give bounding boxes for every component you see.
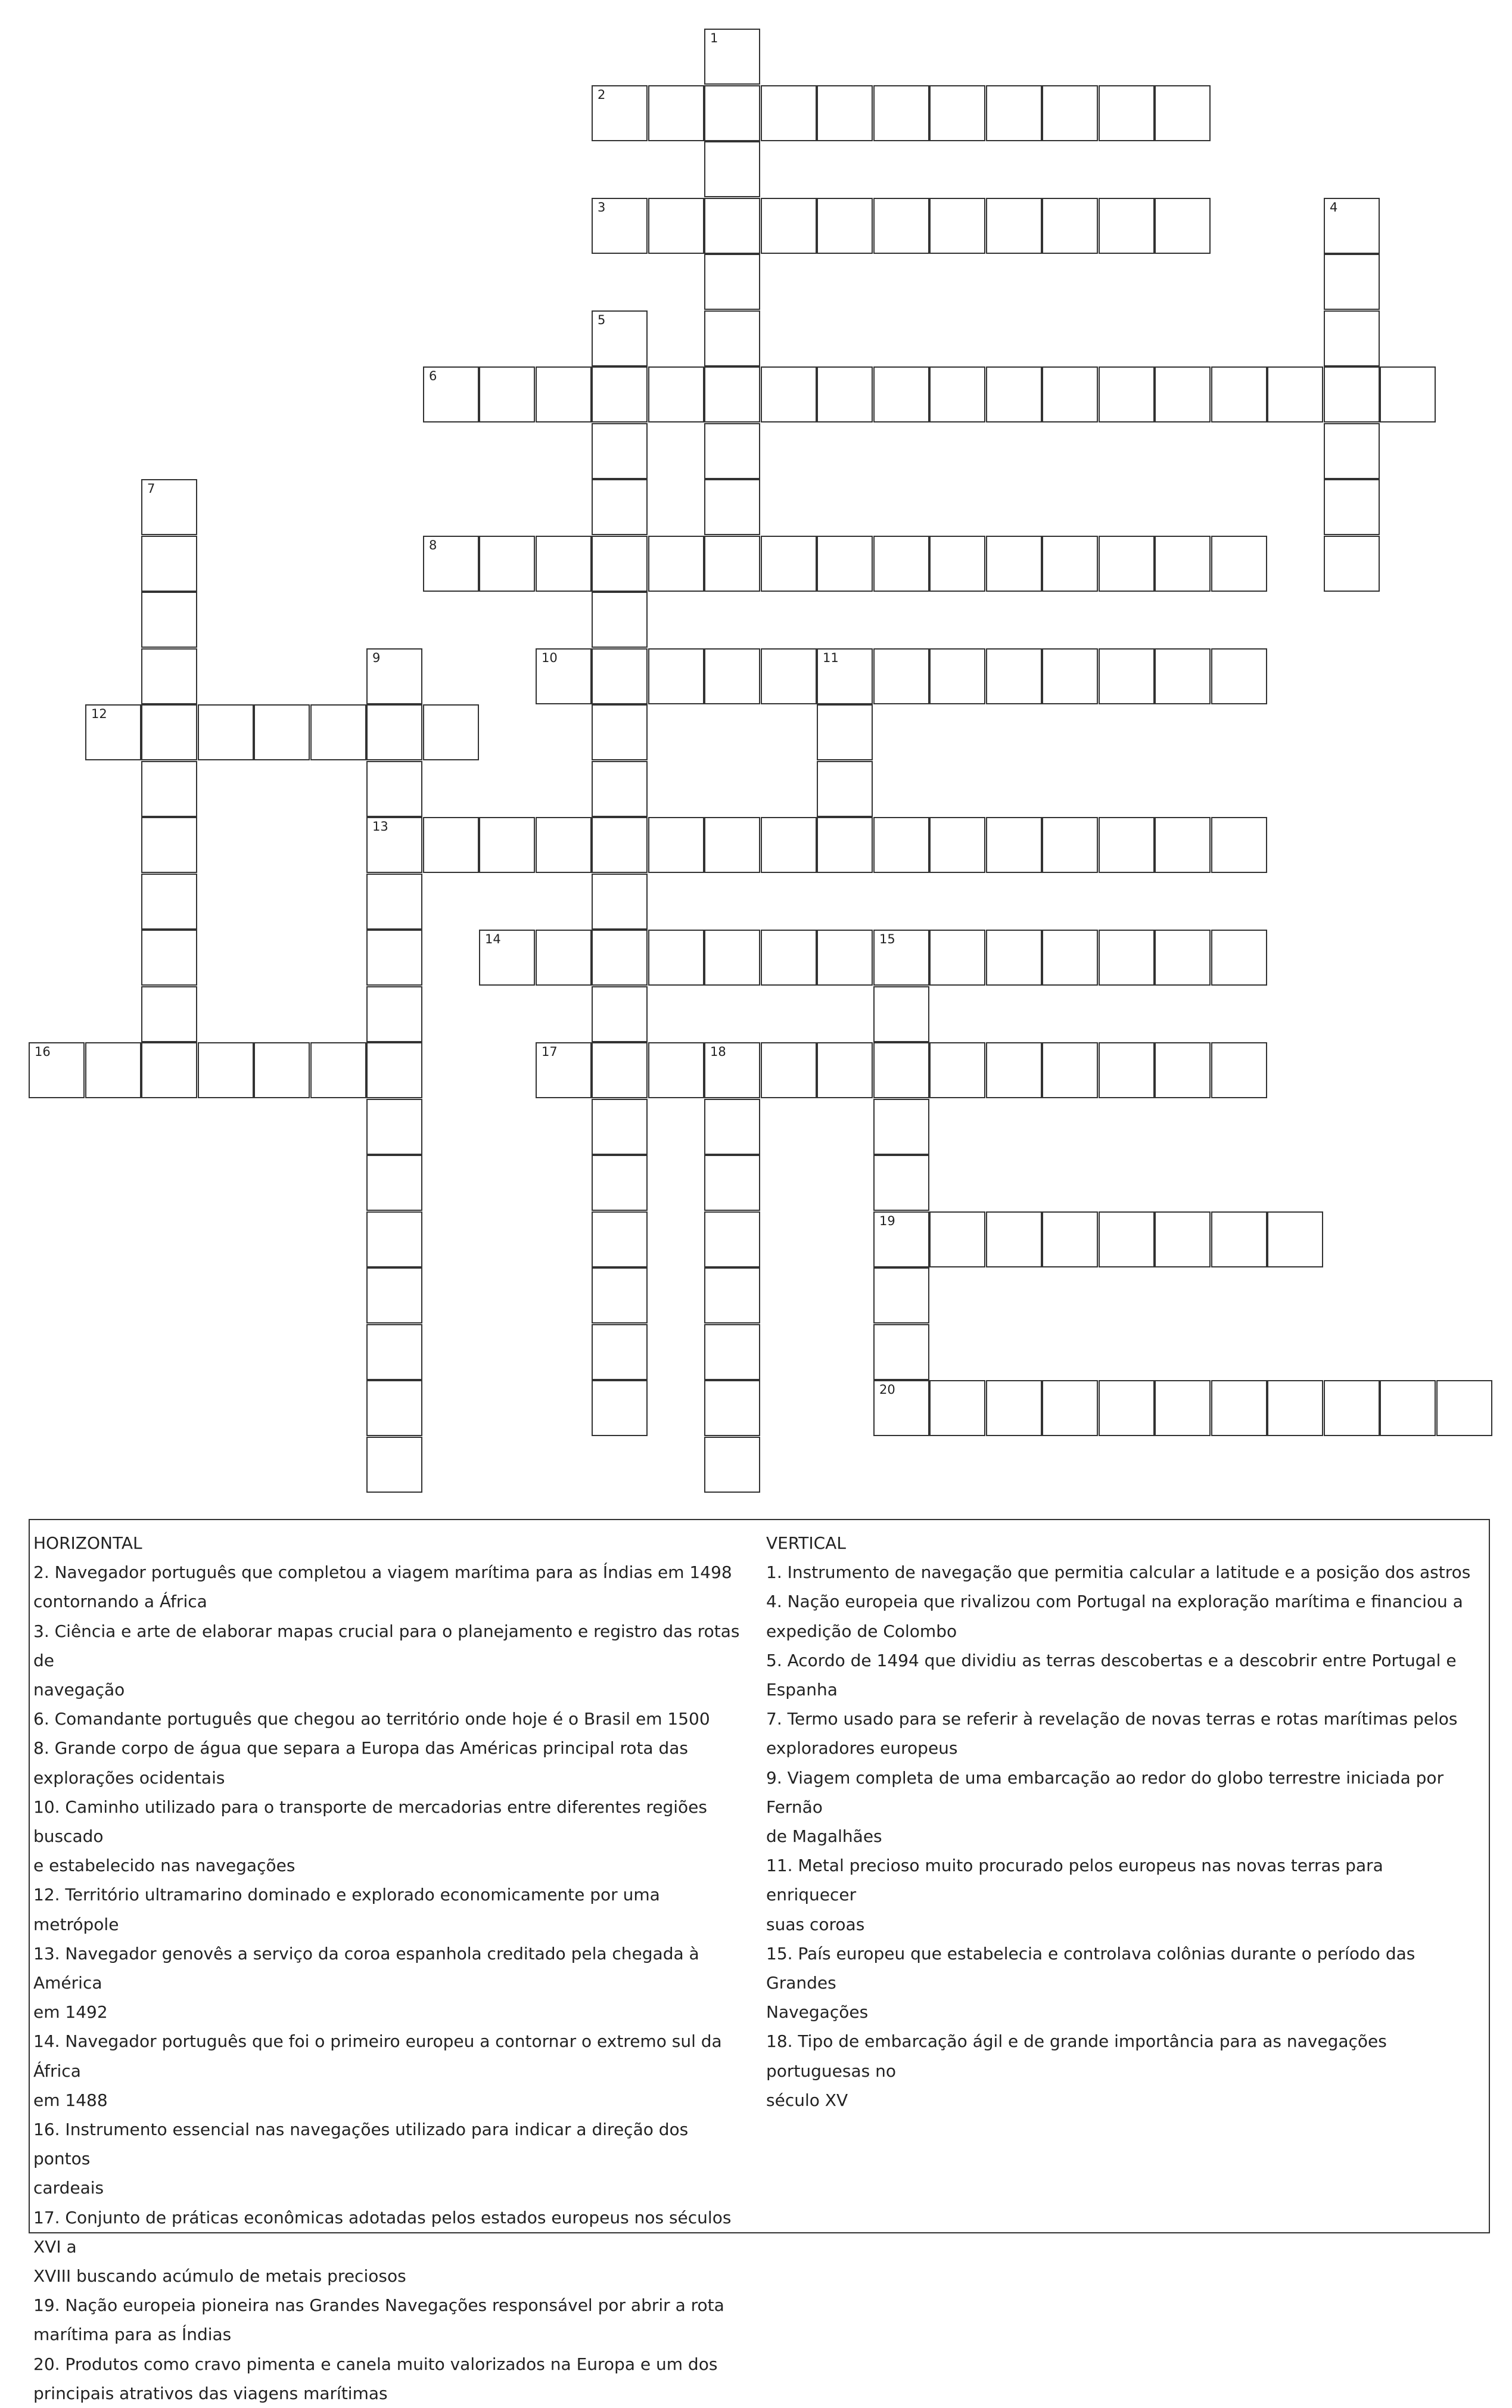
grid-cell[interactable] xyxy=(873,930,929,986)
grid-cell[interactable] xyxy=(1155,366,1211,422)
grid-cell[interactable] xyxy=(986,648,1042,704)
across-clue-line: 6. Comandante português que chegou ao território onde hoje é o Brasil em 1500 xyxy=(33,1709,710,1729)
across-clue-line: 16. Instrumento essencial nas navegações utilizado para indicar a direção dos pontos xyxy=(33,2120,689,2169)
grid-cell[interactable] xyxy=(986,817,1042,873)
grid-cell[interactable] xyxy=(1099,198,1155,254)
grid-cell[interactable] xyxy=(592,1324,648,1380)
grid-cell[interactable] xyxy=(592,1099,648,1155)
grid-cell[interactable] xyxy=(648,536,704,592)
across-clue-line: 12. Território ultramarino dominado e explorado economicamente por uma metrópole xyxy=(33,1885,660,1934)
across-clue-line: em 1488 xyxy=(33,2090,108,2110)
across-clue-line: e estabelecido nas navegações xyxy=(33,1856,295,1876)
clue-number: 4 xyxy=(1330,200,1338,215)
grid-cell[interactable] xyxy=(141,761,197,817)
grid-cell[interactable] xyxy=(1042,85,1098,141)
grid-cell[interactable] xyxy=(366,648,422,704)
grid-cell[interactable] xyxy=(1155,1380,1211,1436)
down-clue-line: 11. Metal precioso muito procurado pelos europeus nas novas terras para enriquecer xyxy=(766,1856,1383,1905)
grid-cell[interactable] xyxy=(1211,366,1267,422)
grid-cell[interactable] xyxy=(704,423,760,479)
grid-cell[interactable] xyxy=(479,930,535,986)
grid-cell[interactable] xyxy=(929,817,985,873)
grid-cell[interactable] xyxy=(423,704,479,760)
across-clue-line: 17. Conjunto de práticas econômicas adotadas pelos estados europeus nos séculos XVI a xyxy=(33,2207,732,2257)
grid-cell[interactable] xyxy=(1324,366,1380,422)
grid-cell[interactable] xyxy=(366,1380,422,1436)
grid-cell[interactable] xyxy=(761,198,817,254)
grid-cell[interactable] xyxy=(592,423,648,479)
grid-cell[interactable] xyxy=(986,85,1042,141)
down-clues-column xyxy=(766,1528,1475,2115)
grid-cell[interactable] xyxy=(1155,1211,1211,1267)
grid-cell[interactable] xyxy=(704,85,760,141)
grid-cell[interactable] xyxy=(648,198,704,254)
down-clue-line: expedição de Colombo xyxy=(766,1621,957,1641)
clues-box xyxy=(29,1519,1490,2403)
grid-cell[interactable] xyxy=(1155,930,1211,986)
grid-cell[interactable] xyxy=(1211,817,1267,873)
across-clue-line: 19. Nação europeia pioneira nas Grandes Navegações responsável por abrir a rota xyxy=(33,2295,724,2316)
grid-cell[interactable] xyxy=(29,1042,85,1098)
grid-cell[interactable] xyxy=(929,1042,985,1098)
grid-cell[interactable] xyxy=(479,536,535,592)
grid-cell[interactable] xyxy=(704,1437,760,1493)
grid-cell[interactable] xyxy=(592,85,648,141)
down-clue-line: 7. Termo usado para se referir à revelação de novas terras e rotas marítimas pelos xyxy=(766,1709,1458,1729)
grid-cell[interactable] xyxy=(929,85,985,141)
grid-cell[interactable] xyxy=(366,761,422,817)
grid-cell[interactable] xyxy=(704,141,760,197)
grid-cell[interactable] xyxy=(648,1042,704,1098)
grid-cell[interactable] xyxy=(817,198,873,254)
grid-cell[interactable] xyxy=(141,592,197,648)
grid-cell[interactable] xyxy=(817,930,873,986)
clue-number: 17 xyxy=(542,1045,558,1059)
grid-cell[interactable] xyxy=(1267,1380,1323,1436)
grid-cell[interactable] xyxy=(1155,198,1211,254)
grid-cell[interactable] xyxy=(1324,310,1380,366)
grid-cell[interactable] xyxy=(366,1324,422,1380)
grid-cell[interactable] xyxy=(704,198,760,254)
grid-cell[interactable] xyxy=(704,817,760,873)
grid-cell[interactable] xyxy=(704,648,760,704)
grid-cell[interactable] xyxy=(761,648,817,704)
grid-cell[interactable] xyxy=(366,874,422,930)
clue-number: 1 xyxy=(710,31,718,45)
down-clues-title: VERTICAL xyxy=(766,1533,846,1553)
grid-cell[interactable] xyxy=(592,1042,648,1098)
grid-cell[interactable] xyxy=(85,1042,141,1098)
grid-cell[interactable] xyxy=(366,704,422,760)
grid-cell[interactable] xyxy=(592,986,648,1042)
grid-cell[interactable] xyxy=(873,1211,929,1267)
grid-cell[interactable] xyxy=(704,1042,760,1098)
down-clue-line: 15. País europeu que estabelecia e controlava colônias durante o período das Grandes xyxy=(766,1943,1415,1993)
grid-cell[interactable] xyxy=(141,648,197,704)
grid-cell[interactable] xyxy=(141,817,197,873)
grid-cell[interactable] xyxy=(986,366,1042,422)
grid-cell[interactable] xyxy=(423,536,479,592)
grid-cell[interactable] xyxy=(873,1042,929,1098)
grid-cell[interactable] xyxy=(366,986,422,1042)
grid-cell[interactable] xyxy=(1099,85,1155,141)
grid-cell[interactable] xyxy=(423,817,479,873)
grid-cell[interactable] xyxy=(366,1267,422,1323)
grid-cell[interactable] xyxy=(986,536,1042,592)
grid-cell[interactable] xyxy=(704,1211,760,1267)
grid-cell[interactable] xyxy=(817,536,873,592)
grid-cell[interactable] xyxy=(536,817,592,873)
grid-cell[interactable] xyxy=(873,366,929,422)
grid-cell[interactable] xyxy=(1155,85,1211,141)
clue-number: 6 xyxy=(429,369,437,383)
grid-cell[interactable] xyxy=(479,366,535,422)
across-clue-line: 20. Produtos como cravo pimenta e canela muito valorizados na Europa e um dos xyxy=(33,2354,718,2374)
grid-cell[interactable] xyxy=(817,817,873,873)
grid-cell[interactable] xyxy=(648,85,704,141)
grid-cell[interactable] xyxy=(873,198,929,254)
clue-number: 14 xyxy=(485,932,501,946)
grid-cell[interactable] xyxy=(1042,1380,1098,1436)
across-clue-line: em 1492 xyxy=(33,2002,108,2022)
down-clue-line: 9. Viagem completa de uma embarcação ao redor do globo terrestre iniciada por Fernão xyxy=(766,1767,1444,1817)
grid-cell[interactable] xyxy=(986,1380,1042,1436)
grid-cell[interactable] xyxy=(1380,1380,1436,1436)
grid-cell[interactable] xyxy=(592,1211,648,1267)
down-clue-line: 18. Tipo de embarcação ágil e de grande importância para as navegações portuguesas no xyxy=(766,2031,1387,2081)
grid-cell[interactable] xyxy=(1211,648,1267,704)
grid-cell[interactable] xyxy=(704,254,760,310)
grid-cell[interactable] xyxy=(704,310,760,366)
grid-cell[interactable] xyxy=(1099,648,1155,704)
grid-cell[interactable] xyxy=(479,817,535,873)
across-clues-column xyxy=(33,1528,742,2408)
grid-cell[interactable] xyxy=(592,761,648,817)
grid-cell[interactable] xyxy=(1211,1211,1267,1267)
grid-cell[interactable] xyxy=(1324,198,1380,254)
grid-cell[interactable] xyxy=(761,536,817,592)
down-clue-line: 5. Acordo de 1494 que dividiu as terras descobertas e a descobrir entre Portugal e xyxy=(766,1650,1457,1670)
grid-cell[interactable] xyxy=(704,930,760,986)
grid-cell[interactable] xyxy=(366,1042,422,1098)
grid-cell[interactable] xyxy=(704,536,760,592)
grid-cell[interactable] xyxy=(254,704,310,760)
grid-cell[interactable] xyxy=(873,1380,929,1436)
grid-cell[interactable] xyxy=(704,1155,760,1211)
grid-cell[interactable] xyxy=(1099,1380,1155,1436)
grid-cell[interactable] xyxy=(310,1042,366,1098)
grid-cell[interactable] xyxy=(1267,1211,1323,1267)
grid-cell[interactable] xyxy=(1324,1380,1380,1436)
across-clue-line: marítima para as Índias xyxy=(33,2325,232,2345)
grid-cell[interactable] xyxy=(310,704,366,760)
grid-cell[interactable] xyxy=(592,536,648,592)
grid-cell[interactable] xyxy=(704,1380,760,1436)
grid-cell[interactable] xyxy=(817,1042,873,1098)
grid-cell[interactable] xyxy=(592,198,648,254)
grid-cell[interactable] xyxy=(873,1155,929,1211)
across-clue-line: cardeais xyxy=(33,2178,104,2198)
grid-cell[interactable] xyxy=(704,1324,760,1380)
grid-cell[interactable] xyxy=(1099,1211,1155,1267)
across-clue-line: 10. Caminho utilizado para o transporte de mercadorias entre diferentes regiões buscado xyxy=(33,1797,707,1847)
grid-cell[interactable] xyxy=(1267,366,1323,422)
clue-number: 11 xyxy=(823,651,839,665)
across-clue-line: navegação xyxy=(33,1680,125,1700)
grid-cell[interactable] xyxy=(1155,817,1211,873)
grid-cell[interactable] xyxy=(704,366,760,422)
grid-cell[interactable] xyxy=(929,1211,985,1267)
grid-cell[interactable] xyxy=(1099,366,1155,422)
across-clues-title: HORIZONTAL xyxy=(33,1533,142,1553)
grid-cell[interactable] xyxy=(1436,1380,1492,1436)
across-clue-line: explorações ocidentais xyxy=(33,1767,225,1788)
grid-cell[interactable] xyxy=(366,817,422,873)
down-clue-line: século XV xyxy=(766,2090,848,2110)
clue-number: 7 xyxy=(147,481,155,496)
grid-cell[interactable] xyxy=(648,817,704,873)
grid-cell[interactable] xyxy=(1099,817,1155,873)
down-clue-line: 1. Instrumento de navegação que permitia calcular a latitude e a posição dos astros xyxy=(766,1562,1471,1583)
grid-cell[interactable] xyxy=(929,366,985,422)
grid-cell[interactable] xyxy=(366,1155,422,1211)
grid-cell[interactable] xyxy=(592,817,648,873)
grid-cell[interactable] xyxy=(873,817,929,873)
grid-cell[interactable] xyxy=(817,366,873,422)
grid-cell[interactable] xyxy=(704,1267,760,1323)
across-clue-line: contornando a África xyxy=(33,1592,207,1612)
clue-number: 18 xyxy=(710,1045,726,1059)
grid-cell[interactable] xyxy=(929,198,985,254)
grid-cell[interactable] xyxy=(873,1099,929,1155)
grid-cell[interactable] xyxy=(141,479,197,535)
grid-cell[interactable] xyxy=(1042,817,1098,873)
grid-cell[interactable] xyxy=(1099,1042,1155,1098)
clue-number: 2 xyxy=(598,88,606,102)
grid-cell[interactable] xyxy=(141,536,197,592)
grid-cell[interactable] xyxy=(704,1099,760,1155)
grid-cell[interactable] xyxy=(592,592,648,648)
clue-number: 19 xyxy=(879,1214,895,1228)
grid-cell[interactable] xyxy=(1211,536,1267,592)
grid-cell[interactable] xyxy=(648,648,704,704)
clue-number: 5 xyxy=(598,313,606,327)
grid-cell[interactable] xyxy=(141,1042,197,1098)
grid-cell[interactable] xyxy=(592,1380,648,1436)
clue-number: 10 xyxy=(542,651,558,665)
grid-cell[interactable] xyxy=(817,704,873,760)
grid-cell[interactable] xyxy=(141,930,197,986)
grid-cell[interactable] xyxy=(648,366,704,422)
grid-cell[interactable] xyxy=(366,1437,422,1493)
grid-cell[interactable] xyxy=(536,930,592,986)
across-clue-line: 2. Navegador português que completou a viagem marítima para as Índias em 1498 xyxy=(33,1562,732,1583)
grid-cell[interactable] xyxy=(761,366,817,422)
down-clue-line: de Magalhães xyxy=(766,1826,882,1847)
grid-cell[interactable] xyxy=(1324,536,1380,592)
grid-cell[interactable] xyxy=(873,1267,929,1323)
grid-cell[interactable] xyxy=(873,648,929,704)
grid-cell[interactable] xyxy=(592,479,648,535)
across-clue-line: 8. Grande corpo de água que separa a Europa das Américas principal rota das xyxy=(33,1738,689,1758)
grid-cell[interactable] xyxy=(592,930,648,986)
grid-cell[interactable] xyxy=(704,29,760,85)
grid-cell[interactable] xyxy=(536,536,592,592)
grid-cell[interactable] xyxy=(761,930,817,986)
grid-cell[interactable] xyxy=(1042,930,1098,986)
grid-cell[interactable] xyxy=(198,704,254,760)
grid-cell[interactable] xyxy=(366,1099,422,1155)
grid-cell[interactable] xyxy=(1211,1380,1267,1436)
grid-cell[interactable] xyxy=(648,930,704,986)
grid-cell[interactable] xyxy=(198,1042,254,1098)
grid-cell[interactable] xyxy=(536,1042,592,1098)
grid-cell[interactable] xyxy=(986,1042,1042,1098)
clue-number: 8 xyxy=(429,538,437,552)
grid-cell[interactable] xyxy=(929,1380,985,1436)
clue-number: 3 xyxy=(598,200,606,215)
clue-number: 12 xyxy=(91,707,107,721)
grid-cell[interactable] xyxy=(1099,536,1155,592)
grid-cell[interactable] xyxy=(592,1267,648,1323)
down-clue-line: suas coroas xyxy=(766,1914,865,1934)
grid-cell[interactable] xyxy=(1042,1211,1098,1267)
grid-cell[interactable] xyxy=(1042,648,1098,704)
grid-cell[interactable] xyxy=(1042,536,1098,592)
grid-cell[interactable] xyxy=(817,85,873,141)
grid-cell[interactable] xyxy=(817,761,873,817)
grid-cell[interactable] xyxy=(986,1211,1042,1267)
grid-cell[interactable] xyxy=(704,479,760,535)
grid-cell[interactable] xyxy=(423,366,479,422)
grid-cell[interactable] xyxy=(873,85,929,141)
grid-cell[interactable] xyxy=(141,874,197,930)
grid-cell[interactable] xyxy=(873,986,929,1042)
grid-cell[interactable] xyxy=(873,1324,929,1380)
grid-cell[interactable] xyxy=(1042,198,1098,254)
grid-cell[interactable] xyxy=(592,310,648,366)
clue-number: 15 xyxy=(879,932,895,946)
grid-cell[interactable] xyxy=(366,1211,422,1267)
grid-cell[interactable] xyxy=(592,874,648,930)
grid-cell[interactable] xyxy=(1155,1042,1211,1098)
across-clue-line: principais atrativos das viagens marítimas xyxy=(33,2383,388,2403)
grid-cell[interactable] xyxy=(141,704,197,760)
grid-cell[interactable] xyxy=(254,1042,310,1098)
across-clue-line: XVIII buscando acúmulo de metais preciosos xyxy=(33,2266,406,2286)
grid-cell[interactable] xyxy=(366,930,422,986)
grid-cell[interactable] xyxy=(536,648,592,704)
across-clue-line: 14. Navegador português que foi o primeiro europeu a contornar o extremo sul da África xyxy=(33,2031,722,2081)
grid-cell[interactable] xyxy=(85,704,141,760)
grid-cell[interactable] xyxy=(986,930,1042,986)
across-clue-line: 13. Navegador genovês a serviço da coroa espanhola creditado pela chegada à América xyxy=(33,1943,699,1993)
down-clue-line: Navegações xyxy=(766,2002,869,2022)
grid-cell[interactable] xyxy=(592,1155,648,1211)
grid-cell[interactable] xyxy=(1099,930,1155,986)
clue-number: 20 xyxy=(879,1382,895,1397)
grid-cell[interactable] xyxy=(1324,479,1380,535)
grid-cell[interactable] xyxy=(873,536,929,592)
grid-cell[interactable] xyxy=(592,704,648,760)
grid-cell[interactable] xyxy=(1211,1042,1267,1098)
grid-cell[interactable] xyxy=(929,648,985,704)
grid-cell[interactable] xyxy=(141,986,197,1042)
grid-cell[interactable] xyxy=(761,85,817,141)
grid-cell[interactable] xyxy=(817,648,873,704)
grid-cell[interactable] xyxy=(1324,423,1380,479)
grid-cell[interactable] xyxy=(1155,536,1211,592)
down-clue-line: Espanha xyxy=(766,1680,838,1700)
grid-cell[interactable] xyxy=(929,930,985,986)
grid-cell[interactable] xyxy=(536,366,592,422)
grid-cell[interactable] xyxy=(592,648,648,704)
clue-number: 9 xyxy=(372,651,381,665)
grid-cell[interactable] xyxy=(761,1042,817,1098)
grid-cell[interactable] xyxy=(929,536,985,592)
across-clue-line: 3. Ciência e arte de elaborar mapas crucial para o planejamento e registro das rotas de xyxy=(33,1621,740,1670)
down-clue-line: exploradores europeus xyxy=(766,1738,958,1758)
down-clue-line: 4. Nação europeia que rivalizou com Portugal na exploração marítima e financiou a xyxy=(766,1592,1463,1612)
grid-cell[interactable] xyxy=(1155,648,1211,704)
grid-cell[interactable] xyxy=(1324,254,1380,310)
clue-number: 16 xyxy=(35,1045,51,1059)
clue-number: 13 xyxy=(372,819,388,834)
grid-cell[interactable] xyxy=(761,817,817,873)
grid-cell[interactable] xyxy=(1380,366,1436,422)
grid-cell[interactable] xyxy=(592,366,648,422)
grid-cell[interactable] xyxy=(986,198,1042,254)
grid-cell[interactable] xyxy=(1042,1042,1098,1098)
grid-cell[interactable] xyxy=(1042,366,1098,422)
grid-cell[interactable] xyxy=(1211,930,1267,986)
